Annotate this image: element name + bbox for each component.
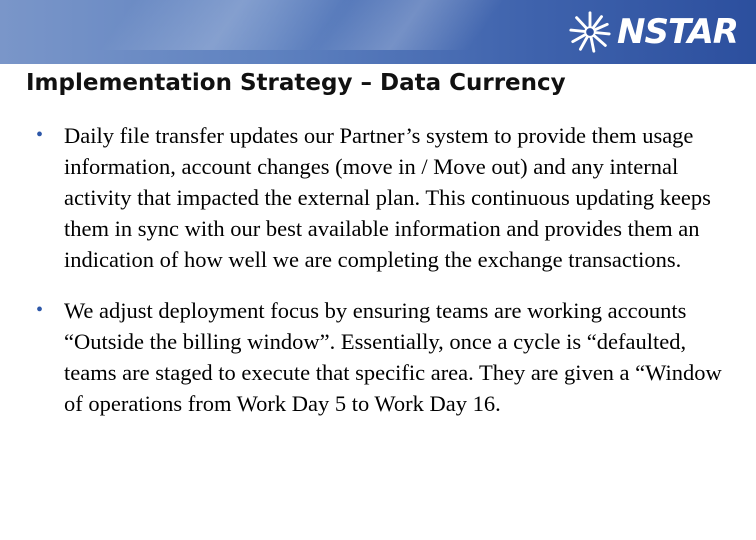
banner-streak xyxy=(309,0,511,50)
bullet-text: We adjust deployment focus by ensuring teams are working accounts “Outside the billing window”. Essentially, once a cycle is “defaulted, teams are staged to execute that specific area. They are given a “Window of operations from Work Day 5 to Work Day 16. xyxy=(64,298,722,416)
nstar-logo xyxy=(567,8,738,56)
bullet-item xyxy=(30,295,730,419)
logo-wordmark: NSTAR xyxy=(617,12,738,52)
bullet-item xyxy=(30,120,730,275)
header-banner xyxy=(0,0,756,64)
slide-title: Implementation Strategy – Data Currency xyxy=(26,70,566,96)
starburst-icon xyxy=(567,9,613,55)
bullet-icon: • xyxy=(36,124,44,146)
bullet-list xyxy=(30,120,730,439)
bullet-text: Daily file transfer updates our Partner’s system to provide them usage information, account changes (move in / Move out) and any internal activity that impacted the external plan. This continuous updating keeps them in sync with our best available information and provides them an indication of how well we are completing the exchange transactions. xyxy=(64,123,711,272)
bullet-icon: • xyxy=(36,299,44,321)
